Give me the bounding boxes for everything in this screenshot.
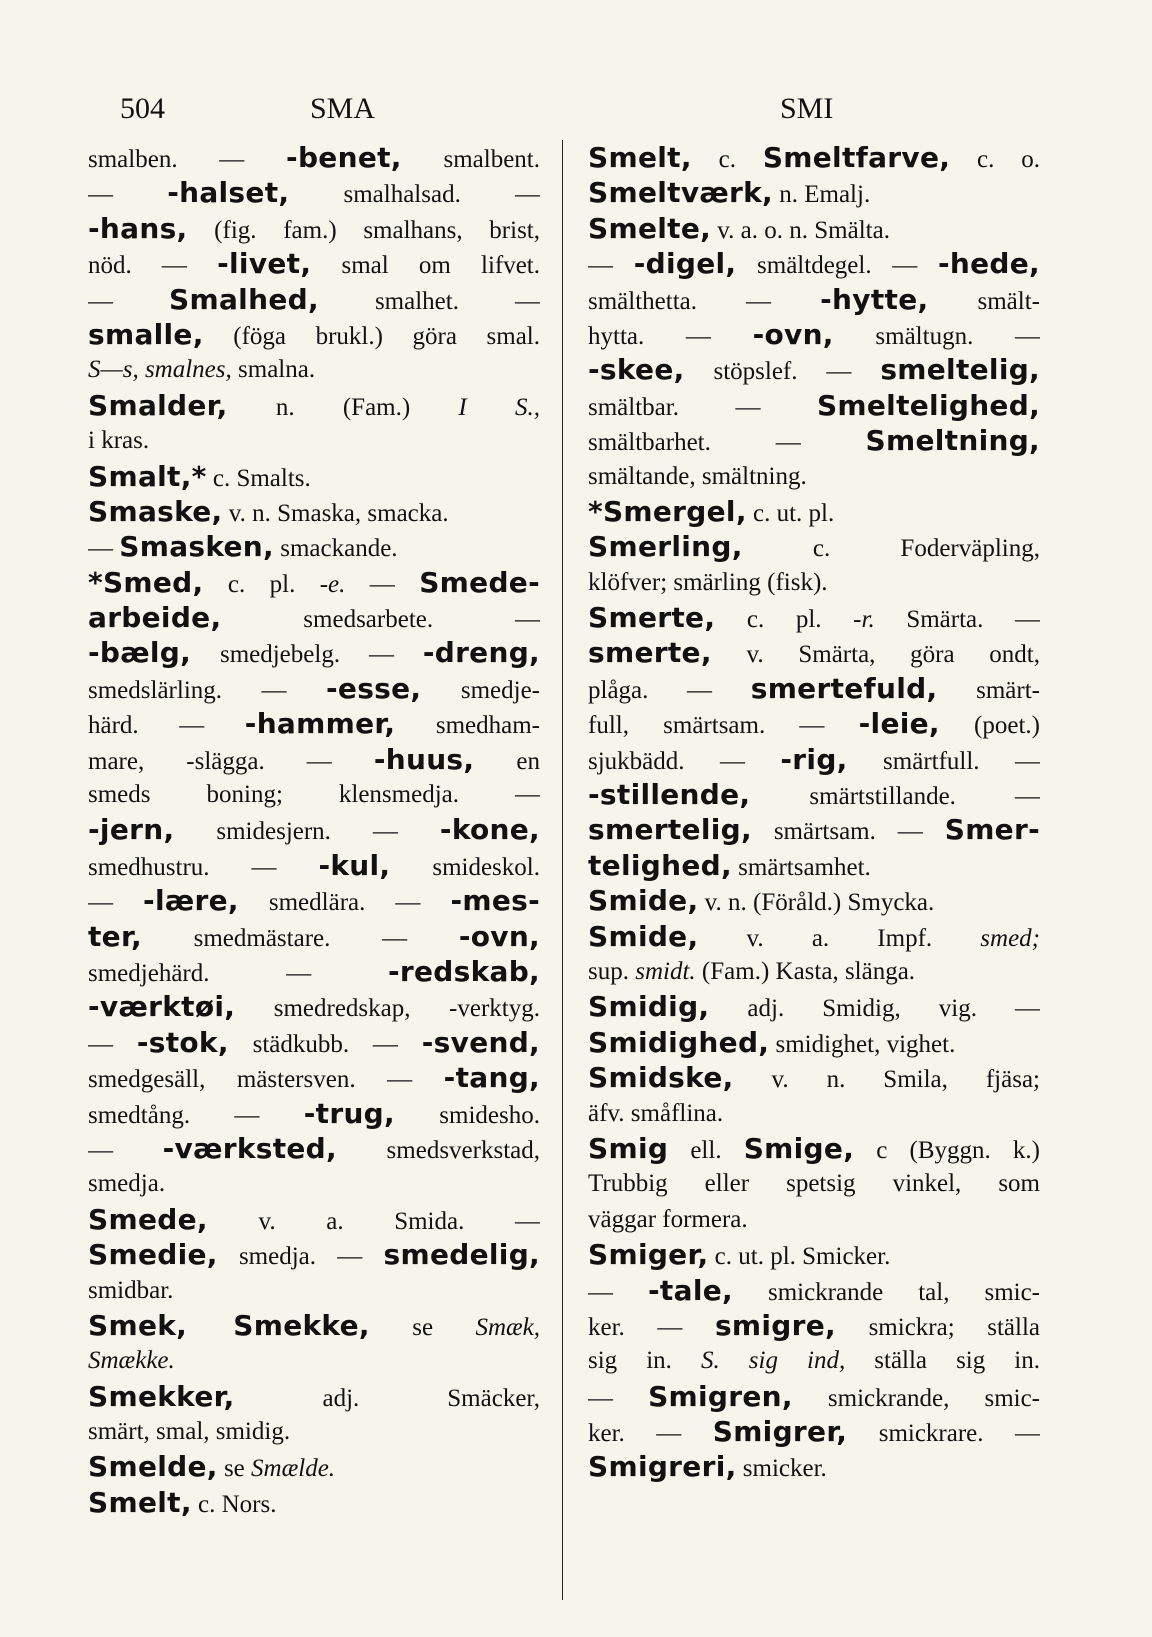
- entry-text: —: [88, 889, 144, 917]
- entry-text: smalhalsad. —: [289, 181, 540, 209]
- headword: smertelig,: [588, 813, 752, 847]
- entry-text: stöpslef. —: [684, 358, 881, 386]
- entry-text: c. Smalts.: [206, 464, 311, 492]
- entry-line: [88, 1025, 540, 1060]
- headword: Smigren,: [648, 1379, 793, 1413]
- entry-text: smedgesäll, mästersven. —: [88, 1066, 444, 1094]
- entry-line: [588, 635, 1040, 670]
- headword: Smelt,: [88, 1485, 192, 1519]
- headword: Smedie,: [88, 1238, 218, 1272]
- entry-text: c. Nors.: [191, 1490, 277, 1518]
- headword: -trug,: [303, 1096, 395, 1130]
- headword: -kone,: [439, 813, 540, 847]
- entry-text: smärt-: [937, 676, 1040, 704]
- entry-text: se: [369, 1313, 476, 1341]
- italic-text: I S.,: [458, 393, 540, 421]
- entry-text: —: [88, 1136, 163, 1164]
- entry-text: smalbent.: [401, 146, 540, 173]
- entry-text: (fig. fam.) smalhans, brist,: [187, 216, 540, 244]
- entry-text: hytta. —: [588, 322, 753, 350]
- headword: Smeltfarve,: [762, 141, 951, 174]
- entry-line: [588, 494, 1040, 529]
- entry-line: [88, 211, 540, 246]
- entry-text: smickra; ställa: [836, 1313, 1040, 1341]
- headword: Smerling,: [588, 530, 743, 564]
- entry-line: [88, 883, 540, 918]
- entry-line: [88, 1237, 540, 1272]
- entry-text: —: [345, 570, 420, 598]
- entry-text: smedham-: [395, 712, 540, 740]
- entry-line: [588, 352, 1040, 387]
- entry-text: smidbar.: [88, 1276, 174, 1304]
- entry-line: [88, 1343, 540, 1378]
- entry-text: n. Emalj.: [772, 181, 871, 209]
- entry-text: smackande.: [273, 535, 398, 563]
- right-column: [588, 140, 1040, 1485]
- entry-text: smalna.: [231, 356, 316, 384]
- entry-line: [588, 1379, 1040, 1414]
- entry-text: n. (Fam.): [227, 393, 459, 421]
- entry-text: smickrande, smic-: [792, 1384, 1040, 1412]
- entry-text: en: [474, 747, 540, 775]
- entry-line: [88, 812, 540, 847]
- entry-text: —: [588, 252, 634, 280]
- entry-line: [588, 459, 1040, 494]
- entry-line: [588, 1237, 1040, 1272]
- italic-text: smed;: [980, 924, 1040, 952]
- entry-text: full, smärtsam. —: [588, 712, 859, 740]
- page-number: 504: [120, 92, 165, 125]
- entry-line: [588, 317, 1040, 352]
- entry-line: [588, 954, 1040, 989]
- headword: -dreng,: [422, 636, 540, 670]
- entry-line: [88, 317, 540, 352]
- entry-text: smärtsam. —: [751, 818, 945, 846]
- entry-line: [88, 1308, 540, 1343]
- headword: Smek, Smekke,: [88, 1308, 370, 1342]
- entry-text: smältande, smältning.: [588, 462, 807, 490]
- entry-text: smältbarhet. —: [588, 429, 866, 457]
- entry-text: v. n. (Föråld.) Smycka.: [698, 889, 935, 917]
- entry-text: (poet.): [939, 712, 1040, 740]
- entry-text: smält-: [928, 287, 1040, 315]
- entry-line: [588, 246, 1040, 281]
- right-guide-word: SMI: [780, 92, 834, 125]
- entry-text: smidighet, vighet.: [769, 1030, 956, 1058]
- entry-text: smedredskap, -verktyg.: [235, 995, 540, 1023]
- entry-line: [588, 1308, 1040, 1343]
- entry-text: v. n. Smaska, smacka.: [222, 499, 449, 527]
- entry-line: [588, 1096, 1040, 1131]
- entry-line: [588, 1025, 1040, 1060]
- entry-text: i kras.: [88, 427, 150, 455]
- headword: Smerte,: [588, 601, 716, 635]
- entry-line: [588, 1343, 1040, 1378]
- headword: -redskab,: [387, 954, 540, 988]
- italic-text: -e.: [319, 570, 346, 598]
- entry-line: [588, 388, 1040, 423]
- entry-text: —: [88, 181, 168, 209]
- entry-line: [88, 1096, 540, 1131]
- entry-text: se: [217, 1455, 252, 1483]
- entry-text: äfv. småflina.: [588, 1099, 724, 1127]
- entry-text: v. a. Smida. —: [207, 1207, 540, 1235]
- entry-line: [88, 671, 540, 706]
- headword: -livet,: [217, 247, 312, 281]
- entry-line: [88, 282, 540, 317]
- entry-line: [588, 600, 1040, 635]
- italic-text: Smæk,: [475, 1313, 540, 1341]
- entry-text: städkubb. —: [228, 1030, 422, 1058]
- entry-text: v. a. Impf.: [698, 924, 981, 952]
- headword: Smeltning,: [865, 424, 1040, 458]
- headword: Smalder,: [88, 388, 228, 422]
- entry-line: [88, 1414, 540, 1449]
- entry-line: [588, 175, 1040, 210]
- entry-text: smärtfull. —: [847, 747, 1040, 775]
- headword: -rig,: [780, 742, 848, 776]
- headword: ter,: [88, 919, 142, 953]
- entry-text: c (Byggn. k.): [854, 1136, 1040, 1164]
- entry-line: [588, 883, 1040, 918]
- entry-text: mare, -slägga. —: [88, 747, 374, 775]
- headword: -jern,: [88, 813, 175, 847]
- entry-line: [588, 423, 1040, 458]
- entry-line: [88, 1273, 540, 1308]
- entry-text: smältugn. —: [833, 322, 1040, 350]
- headword: Smide,: [588, 919, 699, 953]
- entry-text: smedmästare. —: [141, 924, 459, 952]
- entry-text: smalben. —: [88, 146, 287, 173]
- entry-text: c. o.: [950, 146, 1040, 173]
- headword: -tale,: [648, 1273, 733, 1307]
- headword: Smelt,: [588, 141, 692, 174]
- headword: -leie,: [858, 707, 940, 741]
- entry-text: smärt, smal, smidig.: [88, 1418, 291, 1446]
- left-guide-word: SMA: [310, 92, 376, 125]
- entry-text: (Fam.) Kasta, slänga.: [695, 957, 916, 985]
- entry-line: [88, 246, 540, 281]
- headword: -ovn,: [752, 317, 834, 351]
- entry-text: c. ut. pl. Smicker.: [708, 1243, 891, 1271]
- entry-text: (föga brukl.) göra smal.: [203, 322, 540, 350]
- entry-line: [88, 742, 540, 777]
- entry-text: —: [88, 287, 170, 315]
- headword: Smeltværk,: [588, 176, 773, 210]
- entry-text: smältdegel. —: [736, 252, 938, 280]
- entry-line: [588, 742, 1040, 777]
- headword: smedelig,: [383, 1238, 540, 1272]
- entry-line: [588, 1166, 1040, 1201]
- entry-text: härd. —: [88, 712, 245, 740]
- entry-line: [88, 529, 540, 564]
- headword: Smer-: [944, 813, 1040, 847]
- entry-text: —: [588, 1278, 649, 1306]
- headword: -digel,: [633, 247, 737, 281]
- headword: arbeide,: [88, 601, 222, 635]
- column-divider: [562, 140, 563, 1600]
- entry-line: [88, 954, 540, 989]
- entry-line: [88, 1060, 540, 1095]
- entry-line: [88, 494, 540, 529]
- entry-text: smälthetta. —: [588, 287, 821, 315]
- headword: -kul,: [318, 848, 391, 882]
- entry-line: [88, 388, 540, 423]
- headword: -ovn,: [458, 919, 540, 953]
- headword: Smeltelighed,: [816, 388, 1040, 422]
- entry-line: [588, 989, 1040, 1024]
- entry-text: Trubbig eller spetsig vinkel, som: [588, 1170, 1040, 1198]
- entry-line: [88, 777, 540, 812]
- entry-text: smärtsamhet.: [731, 853, 871, 881]
- headword: Smalt,*: [88, 459, 207, 493]
- entry-text: nöd. —: [88, 252, 218, 280]
- headword: -værktøi,: [88, 990, 236, 1024]
- entry-line: [88, 1166, 540, 1201]
- headword: -svend,: [421, 1025, 540, 1059]
- entry-text: smedjebelg. —: [191, 641, 423, 669]
- headword: smigre,: [714, 1308, 836, 1342]
- entry-line: [88, 1485, 540, 1520]
- entry-text: smedja. —: [217, 1243, 384, 1271]
- entry-text: smedslärling. —: [88, 676, 326, 704]
- headword: Smige,: [743, 1131, 855, 1165]
- italic-text: Smække.: [88, 1347, 175, 1375]
- headword: *Smed,: [88, 565, 204, 599]
- entry-line: [588, 671, 1040, 706]
- entry-text: smideskol.: [390, 853, 540, 881]
- headword: -bælg,: [88, 636, 192, 670]
- entry-text: sjukbädd. —: [588, 747, 781, 775]
- entry-line: [88, 1449, 540, 1484]
- entry-line: [88, 919, 540, 954]
- entry-text: adj. Smäcker,: [234, 1384, 540, 1412]
- headword: smeltelig,: [880, 353, 1040, 387]
- headword: *Smergel,: [588, 494, 747, 528]
- entry-line: [88, 600, 540, 635]
- headword: smertefuld,: [750, 671, 938, 705]
- entry-text: klöfver; smärling (fisk).: [588, 568, 828, 596]
- entry-line: [588, 812, 1040, 847]
- entry-line: [88, 175, 540, 210]
- entry-line: [588, 777, 1040, 812]
- entry-text: smedsarbete. —: [221, 606, 540, 634]
- italic-text: -r.: [853, 606, 875, 634]
- headword: Smiger,: [588, 1238, 709, 1272]
- entry-line: [88, 1131, 540, 1166]
- entry-line: [88, 352, 540, 387]
- headword: Smigrer,: [712, 1415, 848, 1449]
- entry-line: [88, 140, 540, 175]
- entry-text: smedja.: [88, 1170, 166, 1198]
- headword: Smidske,: [588, 1061, 734, 1095]
- entry-line: [588, 919, 1040, 954]
- entry-line: [88, 1202, 540, 1237]
- entry-text: ställa sig in.: [845, 1347, 1040, 1375]
- entry-line: [88, 635, 540, 670]
- entry-line: [588, 1202, 1040, 1237]
- headword: smerte,: [588, 636, 712, 670]
- headword: Smidig,: [588, 990, 710, 1024]
- entry-line: [588, 1449, 1040, 1484]
- headword: -værksted,: [162, 1131, 337, 1165]
- entry-text: smedhustru. —: [88, 853, 319, 881]
- headword: -hede,: [937, 247, 1040, 281]
- entry-text: plåga. —: [588, 676, 751, 704]
- entry-text: Smärta. —: [874, 606, 1040, 634]
- left-column: [88, 140, 540, 1520]
- entry-line: [88, 989, 540, 1024]
- headword: Smekker,: [88, 1379, 235, 1413]
- italic-text: Smælde.: [251, 1455, 336, 1483]
- entry-line: [588, 1273, 1040, 1308]
- entry-text: sup.: [588, 957, 636, 985]
- headword: smalle,: [88, 317, 204, 351]
- headword: -stillende,: [588, 778, 751, 812]
- entry-text: väggar formera.: [588, 1205, 748, 1233]
- entry-text: smicker.: [736, 1455, 827, 1483]
- entry-line: [588, 848, 1040, 883]
- headword: telighed,: [588, 848, 732, 882]
- entry-text: c. pl.: [203, 570, 320, 598]
- entry-text: ell.: [668, 1136, 744, 1164]
- entry-text: smedtång. —: [88, 1101, 304, 1129]
- italic-text: smidt.: [635, 957, 696, 985]
- entry-text: smalhet. —: [318, 287, 540, 315]
- headword: -huus,: [373, 742, 475, 776]
- entry-text: smeds boning; klensmedja. —: [88, 781, 540, 809]
- entry-text: smidesho.: [394, 1101, 540, 1129]
- entry-text: c. Foderväpling,: [742, 535, 1040, 563]
- entry-text: smältbar. —: [588, 393, 817, 421]
- headword: Smelte,: [588, 211, 712, 245]
- entry-text: smidesjern. —: [174, 818, 440, 846]
- entry-text: smedlära. —: [238, 889, 451, 917]
- entry-text: —: [88, 535, 120, 563]
- entry-text: ker. —: [588, 1313, 715, 1341]
- entry-line: [588, 529, 1040, 564]
- entry-text: smedsverkstad,: [336, 1136, 540, 1164]
- headword: Smigreri,: [588, 1450, 737, 1484]
- headword: -halset,: [167, 176, 290, 210]
- entry-line: [588, 211, 1040, 246]
- entry-text: smickrande tal, smic-: [732, 1278, 1040, 1306]
- entry-text: —: [588, 1384, 649, 1412]
- headword: Smidighed,: [588, 1025, 770, 1059]
- headword: -esse,: [326, 671, 422, 705]
- entry-line: [88, 459, 540, 494]
- entry-line: [588, 1060, 1040, 1095]
- headword: Smaske,: [88, 494, 223, 528]
- entry-text: smal om lifvet.: [311, 252, 540, 280]
- headword: Smig: [588, 1131, 669, 1165]
- headword: -hammer,: [244, 707, 396, 741]
- entry-text: smärtstillande. —: [750, 783, 1040, 811]
- headword: -hans,: [88, 211, 188, 245]
- headword: -hytte,: [820, 282, 929, 316]
- entry-text: c.: [691, 146, 763, 173]
- italic-text: S—s, smalnes,: [88, 356, 232, 384]
- entry-line: [88, 423, 540, 458]
- entry-line: [588, 565, 1040, 600]
- headword: Smasken,: [119, 530, 274, 564]
- headword: -benet,: [286, 141, 402, 174]
- entry-line: [588, 1414, 1040, 1449]
- italic-text: S. sig ind,: [700, 1347, 846, 1375]
- entry-text: smedjehärd. —: [88, 959, 388, 987]
- entry-text: c. pl.: [715, 606, 854, 634]
- entry-text: sig in.: [588, 1347, 701, 1375]
- entry-text: —: [88, 1030, 137, 1058]
- headword: Smede-: [419, 565, 540, 599]
- page-header: [120, 92, 1040, 132]
- entry-text: smickrare. —: [847, 1420, 1040, 1448]
- entry-line: [88, 848, 540, 883]
- entry-text: adj. Smidig, vig. —: [709, 995, 1040, 1023]
- headword: Smide,: [588, 884, 699, 918]
- entry-text: v. a. o. n. Smälta.: [711, 216, 890, 244]
- headword: -stok,: [136, 1025, 229, 1059]
- entry-line: [88, 706, 540, 741]
- entry-text: v. Smärta, göra ondt,: [711, 641, 1040, 669]
- entry-text: smedje-: [421, 676, 540, 704]
- entry-line: [588, 140, 1040, 175]
- entry-line: [588, 1131, 1040, 1166]
- headword: -lære,: [143, 884, 239, 918]
- entry-text: c. ut. pl.: [746, 499, 835, 527]
- entry-line: [88, 1379, 540, 1414]
- headword: Smede,: [88, 1202, 208, 1236]
- headword: Smalhed,: [169, 282, 319, 316]
- headword: -skee,: [588, 353, 685, 387]
- entry-line: [588, 706, 1040, 741]
- entry-line: [88, 565, 540, 600]
- entry-text: ker. —: [588, 1420, 713, 1448]
- headword: Smelde,: [88, 1450, 218, 1484]
- headword: -mes-: [450, 884, 540, 918]
- entry-line: [588, 282, 1040, 317]
- entry-text: v. n. Smila, fjäsa;: [733, 1066, 1040, 1094]
- headword: -tang,: [443, 1061, 540, 1095]
